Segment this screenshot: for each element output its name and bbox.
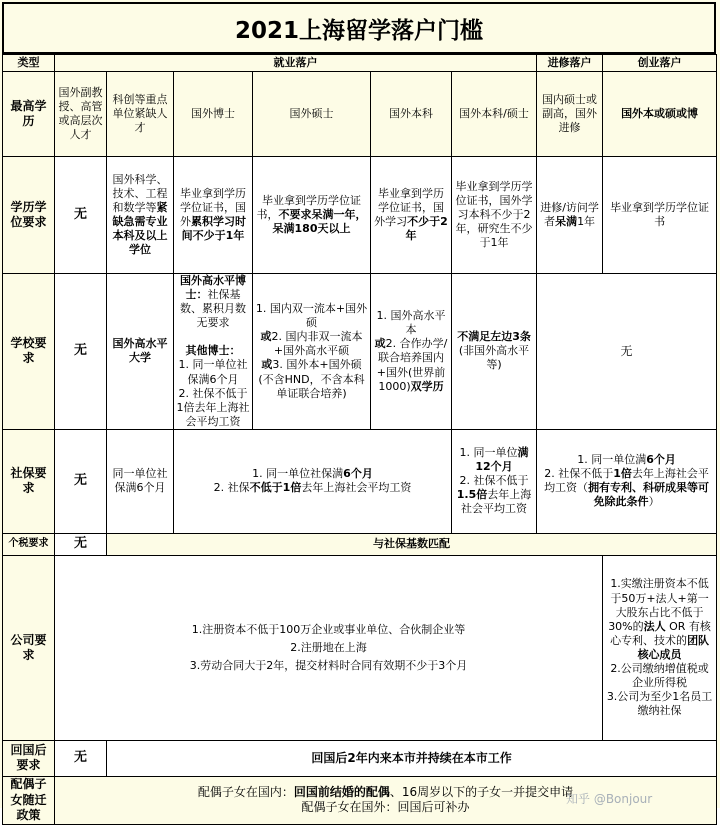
school-cell: 1. 国内双一流本+国外硕 或2. 国内非双一流本+国外高水平硕 或3. 国外本+国外硕(不含HND，不含本科单证联合培养) <box>253 274 371 430</box>
education-cell: 进修/访问学者呆满1年 <box>537 157 603 274</box>
degree-cell: 国外本科/硕士 <box>452 72 537 157</box>
degree-cell: 国外本科 <box>371 72 452 157</box>
degree-cell: 国内硕士或副高，国外进修 <box>537 72 603 157</box>
degree-cell: 国外副教授、高管或高层次人才 <box>55 72 107 157</box>
row-label-company: 公司要求 <box>3 555 55 740</box>
education-cell: 无 <box>55 157 107 274</box>
education-cell: 毕业拿到学历学位证书，国外学习本科不少于2年，研究生不少于1年 <box>452 157 537 274</box>
row-label-education: 学历学位要求 <box>3 157 55 274</box>
row-label-tax: 个税要求 <box>3 533 55 555</box>
page-title: 2021上海留学落户门槛 <box>2 2 716 54</box>
spouse-cell: 配偶子女在国内：回国前结婚的配偶、16周岁以下的子女一并提交申请 配偶子女在国外：回国后可补办 <box>55 776 717 824</box>
header-startup: 创业落户 <box>603 55 717 72</box>
return-cell: 无 <box>55 740 107 776</box>
row-label-spouse: 配偶子女随迁政策 <box>3 776 55 824</box>
return-cell: 回国后2年内来本市并持续在本市工作 <box>107 740 717 776</box>
degree-cell: 国外本或硕或博 <box>603 72 717 157</box>
school-cell: 无 <box>537 274 717 430</box>
education-cell: 毕业拿到学历学位证书，国外累积学习时间不少于1年 <box>174 157 253 274</box>
degree-cell: 科创等重点单位紧缺人才 <box>107 72 174 157</box>
education-cell: 毕业拿到学历学位证书，国外学习不少于2年 <box>371 157 452 274</box>
social-cell: 1. 同一单位社保满6个月 2. 社保不低于1倍去年上海社会平均工资 <box>174 429 452 533</box>
degree-cell: 国外博士 <box>174 72 253 157</box>
requirements-table <box>2 54 717 825</box>
row-label-degree: 最高学历 <box>3 72 55 157</box>
education-cell: 国外科学、技术、工程和数学等紧缺急需专业本科及以上学位 <box>107 157 174 274</box>
tax-cell: 无 <box>55 533 107 555</box>
school-cell: 无 <box>55 274 107 430</box>
header-advanced: 进修落户 <box>537 55 603 72</box>
degree-cell: 国外硕士 <box>253 72 371 157</box>
school-cell: 不满足左边3条(非国外高水平等) <box>452 274 537 430</box>
school-cell: 1. 国外高水平本 或2. 合作办学/联合培养国内+国外(世界前1000)双学历 <box>371 274 452 430</box>
social-cell: 同一单位社保满6个月 <box>107 429 174 533</box>
company-startup-cell: 1.实缴注册资本不低于50万+法人+第一大股东占比不低于30%的法人 OR 有核心专利、技术的团队核心成员 2.公司缴纳增值税或企业所得税 3.公司为至少1名员工缴纳社保 <box>603 555 717 740</box>
row-label-return: 回国后要求 <box>3 740 55 776</box>
social-cell: 1. 同一单位满12个月 2. 社保不低于1.5倍去年上海社会平均工资 <box>452 429 537 533</box>
header-type: 类型 <box>3 55 55 72</box>
tax-cell: 与社保基数匹配 <box>107 533 717 555</box>
school-cell: 国外高水平博士：社保基数、累积月数无要求 其他博士： 1. 同一单位社保满6个月 2. 社保不低于1倍去年上海社会平均工资 <box>174 274 253 430</box>
row-label-school: 学校要求 <box>3 274 55 430</box>
header-employment: 就业落户 <box>55 55 537 72</box>
school-cell: 国外高水平大学 <box>107 274 174 430</box>
row-label-social: 社保要求 <box>3 429 55 533</box>
education-cell: 毕业拿到学历学位证书 <box>603 157 717 274</box>
watermark: 知乎 @Bonjour <box>566 792 653 806</box>
social-cell: 无 <box>55 429 107 533</box>
education-cell: 毕业拿到学历学位证书，不要求呆满一年，呆满180天以上 <box>253 157 371 274</box>
social-cell: 1. 同一单位满6个月 2. 社保不低于1倍去年上海社会平均工资（拥有专利、科研成果等可免除此条件） <box>537 429 717 533</box>
company-cell: 1.注册资本不低于100万企业或事业单位、合伙制企业等 2.注册地在上海 3.劳动合同大于2年，提交材料时合同有效期不少于3个月 <box>55 555 603 740</box>
